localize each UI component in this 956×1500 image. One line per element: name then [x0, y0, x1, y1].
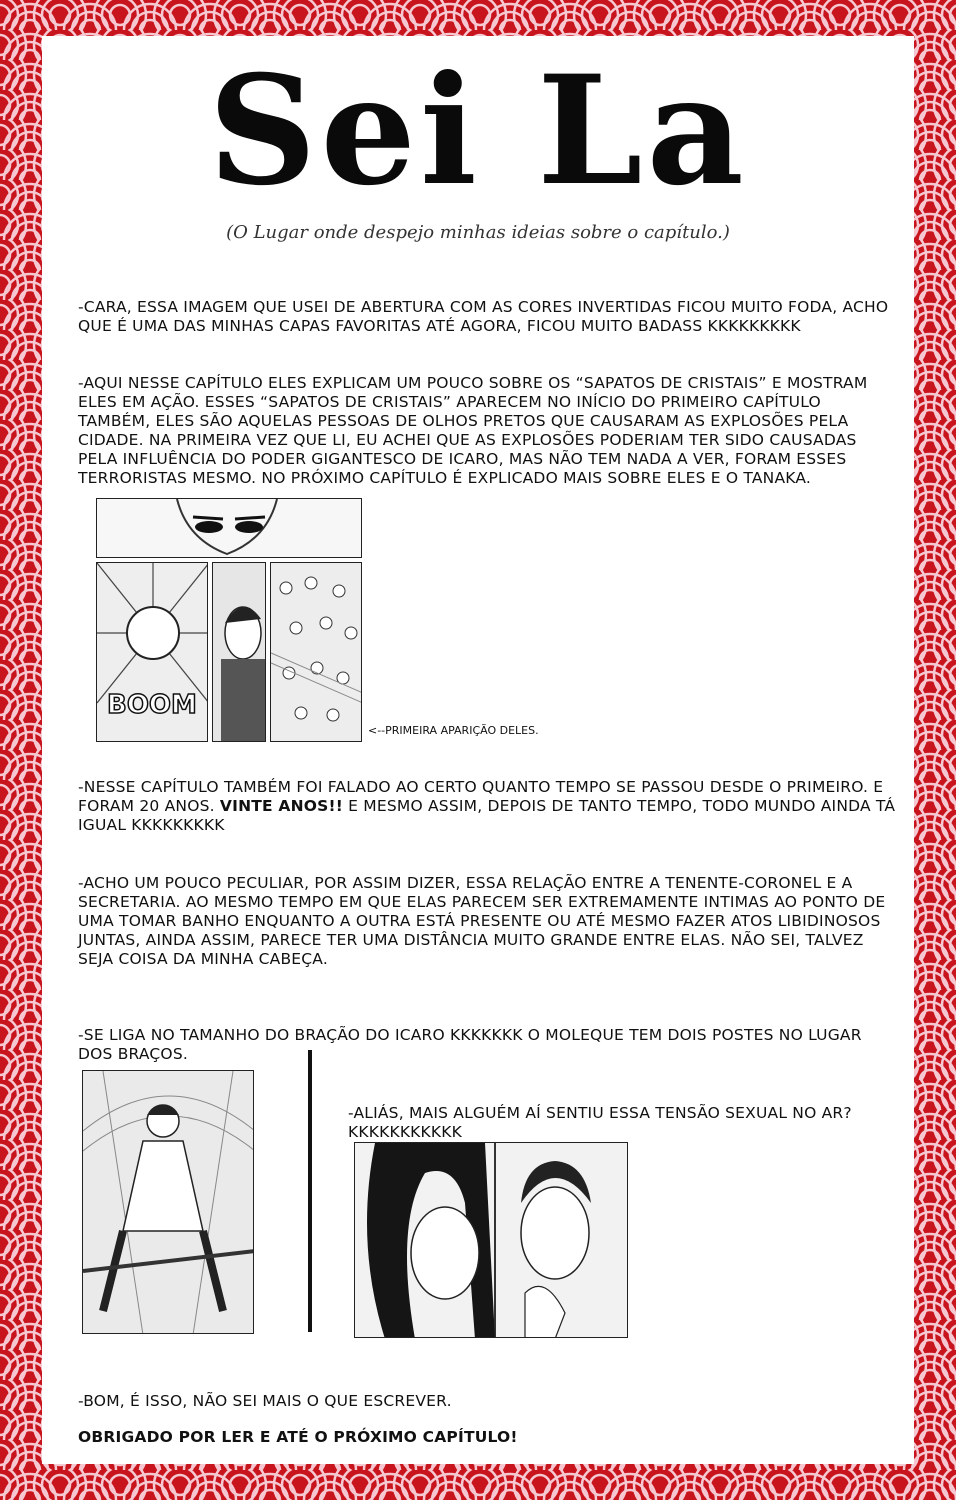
paragraph-twenty-years [78, 778, 898, 835]
paragraph-icaro-arms: -SE LIGA NO TAMANHO DO BRAÇÃO DO ICARO KKKKKKK O MOLEQUE TEM DOIS POSTES NO LUGAR DOS BRAÇOS. [78, 1026, 862, 1063]
boom-text: BOOM [107, 690, 197, 720]
twenty-years-emphasis: VINTE ANOS!! [219, 797, 344, 815]
manga-panel-tension [354, 1142, 628, 1338]
paragraph-twenty-years-a: -NESSE CAPÍTULO TAMBÉM FOI FALADO AO CERTO QUANTO TEMPO SE PASSOU DESDE O PRIMEIRO. E FORAM 20 ANOS. [78, 778, 884, 815]
paragraph-cover: -CARA, ESSA IMAGEM QUE USEI DE ABERTURA COM AS CORES INVERTIDAS FICOU MUITO FODA, ACHO QUE É UMA DAS MINHAS CAPAS FAVORITAS ATÉ AGORA, FICOU MUITO BADASS KKKKKKKKK [78, 298, 889, 335]
paragraph-crystal-shoes: -AQUI NESSE CAPÍTULO ELES EXPLICAM UM POUCO SOBRE OS “SAPATOS DE CRISTAIS” E MOSTRAM ELES EM AÇÃO. ESSES “SAPATOS DE CRISTAIS” APARECEM NO INÍCIO DO PRIMEIRO CAPÍTULO TAMBÉM, ELES SÃO AQUELAS PESSOAS DE OLHOS PRETOS QUE CAUSARAM AS EXPLOSÕES PELA CIDADE. NA PRIMEIRA VEZ QUE LI, EU ACHEI QUE AS EXPLOSÕES PODERIAM TER SIDO CAUSADAS PELA INFLUÊNCIA DO PODER GIGANTESCO DE ICARO, MAS NÃO TEM NADA A VER, FORAM ESSES TERRORISTAS MESMO. NO PRÓXIMO CAPÍTULO É EXPLICADO MAIS SOBRE ELES E O TANAKA. [78, 374, 868, 487]
manga-panel-eyes [96, 498, 362, 558]
page-subtitle: (O Lugar onde despejo minhas ideias sobre o capítulo.) [226, 222, 730, 243]
content-page [42, 36, 914, 1464]
manga-panel-crowd [270, 562, 362, 742]
paragraph-twenty-years-b: E MESMO ASSIM, DEPOIS DE TANTO TEMPO, TODO MUNDO AINDA TÁ IGUAL KKKKKKKKK [78, 797, 896, 834]
manga-panel-icaro [82, 1070, 254, 1334]
page-title: Sei La [208, 43, 748, 219]
divider-line [308, 1050, 312, 1332]
paragraph-closing: -BOM, É ISSO, NÃO SEI MAIS O QUE ESCREVER. [78, 1392, 452, 1410]
manga-panel-explosion [96, 562, 208, 742]
paragraph-relationship: -ACHO UM POUCO PECULIAR, POR ASSIM DIZER, ESSA RELAÇÃO ENTRE A TENENTE-CORONEL E A SECRETARIA. AO MESMO TEMPO EM QUE ELAS PARECEM SER EXTREMAMENTE INTIMAS AO PONTO DE UMA TOMAR BANHO ENQUANTO A OUTRA ESTÁ PRESENTE OU ATÉ MESMO FAZER ATOS LIBIDINOSOS JUNTAS, AINDA ASSIM, PARECE TER UMA DISTÂNCIA MUITO GRANDE ENTRE ELAS. NÃO SEI, TALVEZ SEJA COISA DA MINHA CABEÇA. [78, 874, 886, 968]
paragraph-tension: -ALIÁS, MAIS ALGUÉM AÍ SENTIU ESSA TENSÃO SEXUAL NO AR? KKKKKKKKKKK [348, 1104, 852, 1141]
manga-panel-man [212, 562, 266, 742]
paragraph-thanks: OBRIGADO POR LER E ATÉ O PRÓXIMO CAPÍTULO! [78, 1428, 518, 1446]
panel-caption: <--PRIMEIRA APARIÇÃO DELES. [368, 724, 539, 737]
